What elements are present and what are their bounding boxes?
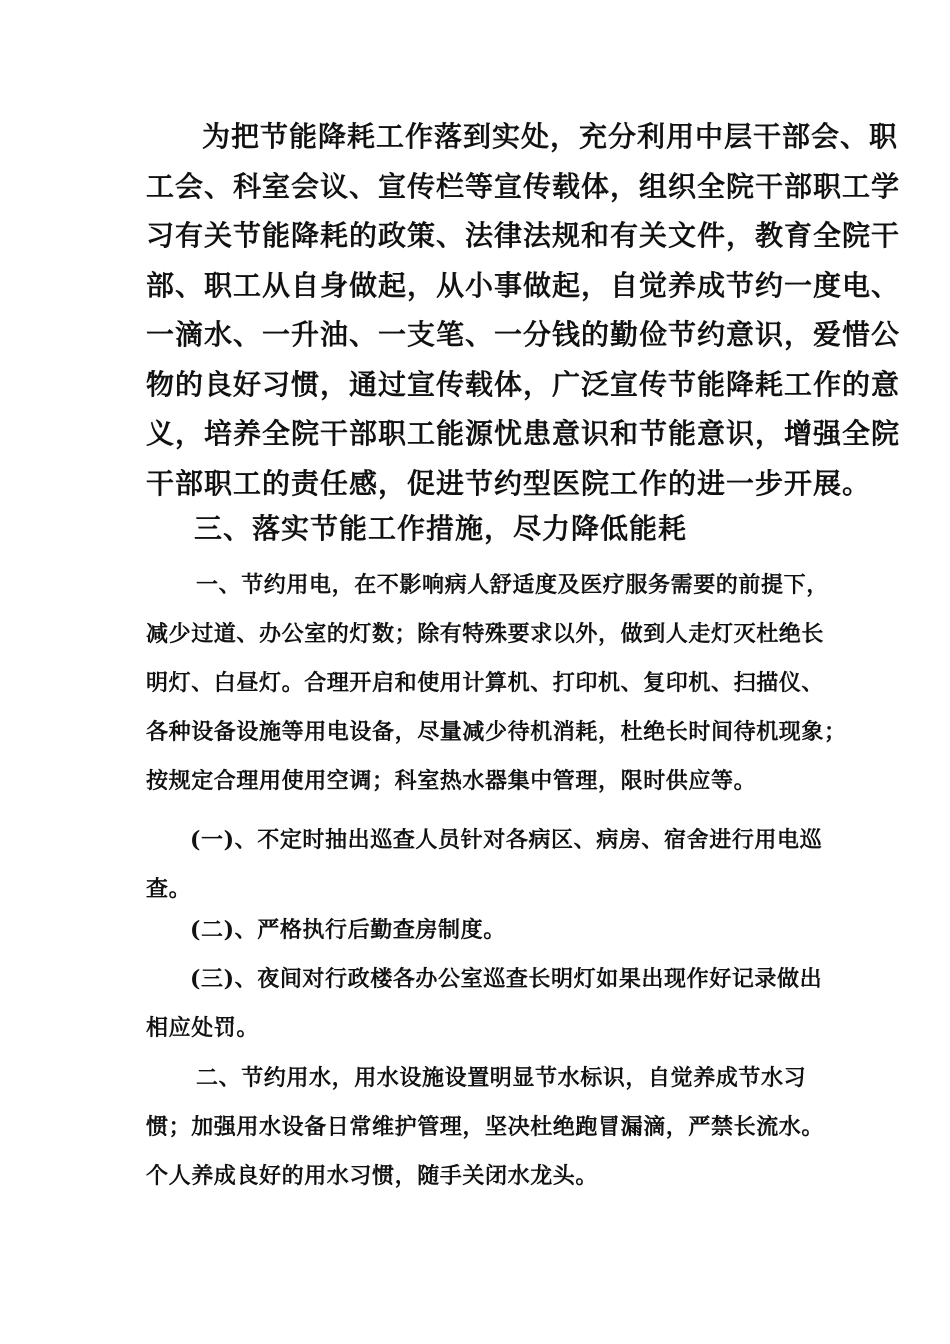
- text-line: 干部职工的责任感，促进节约型医院工作的进一步开展。: [146, 466, 872, 500]
- text-line: 为把节能降耗工作落到实处，充分利用中层干部会、职: [202, 120, 899, 153]
- text-line: 查。: [146, 876, 192, 902]
- text-line: 习有关节能降耗的政策、法律法规和有关文件，教育全院干: [146, 219, 901, 252]
- text-line: 惯；加强用水设备日常维护管理，坚决杜绝跑冒漏滴，严禁长流水。: [146, 1114, 825, 1140]
- text-line: 部、职工从自身做起，从小事做起，自觉养成节约一度电、: [146, 268, 901, 302]
- text-line: 按规定合理用使用空调；科室热水器集中管理，限时供应等。: [146, 768, 757, 794]
- text-line: 工会、科室会议、宣传栏等宣传载体，组织全院干部职工学: [146, 169, 901, 203]
- item-two: [146, 906, 506, 955]
- text-line: 物的良好习惯，通过宣传载体，广泛宣传节能降耗工作的意: [146, 367, 901, 401]
- paragraph-electricity: [146, 561, 847, 806]
- heading-text: 三、落实节能工作措施，尽力降低能耗: [194, 512, 688, 545]
- text-line: (二)、严格执行后勤查房制度。: [190, 917, 506, 943]
- text-line: 义，培养全院干部职工能源忧患意识和节能意识，增强全院: [146, 417, 901, 450]
- text-line: 明灯、白昼灯。合理开启和使用计算机、打印机、复印机、扫描仪、: [146, 670, 825, 696]
- text-line: 一滴水、一升油、一支笔、一分钱的勤俭节约意识，爱惜公: [146, 318, 901, 351]
- text-line: 二、节约用水，用水设施设置明显节水标识，自觉养成节水习: [196, 1065, 807, 1091]
- paragraph-publicity: [146, 112, 900, 508]
- text-line: 相应处罚。: [146, 1015, 260, 1041]
- text-line: 个人养成良好的用水习惯，随手关闭水龙头。: [146, 1163, 599, 1189]
- text-line: 一、节约用电，在不影响病人舒适度及医疗服务需要的前提下，: [196, 572, 829, 598]
- text-line: (一)、不定时抽出巡查人员针对各病区、病房、宿舍进行用电巡: [190, 827, 823, 853]
- text-line: 减少过道、办公室的灯数；除有特殊要求以外，做到人走灯灭杜绝长: [146, 621, 825, 647]
- item-one: [146, 816, 822, 914]
- paragraph-water: [146, 1054, 824, 1201]
- text-line: (三)、夜间对行政楼各办公室巡查长明灯如果出现作好记录做出: [190, 966, 823, 992]
- item-three: [146, 955, 822, 1053]
- section-heading: [146, 506, 687, 551]
- text-line: 各种设备设施等用电设备，尽量减少待机消耗，杜绝长时间待机现象；: [146, 719, 847, 745]
